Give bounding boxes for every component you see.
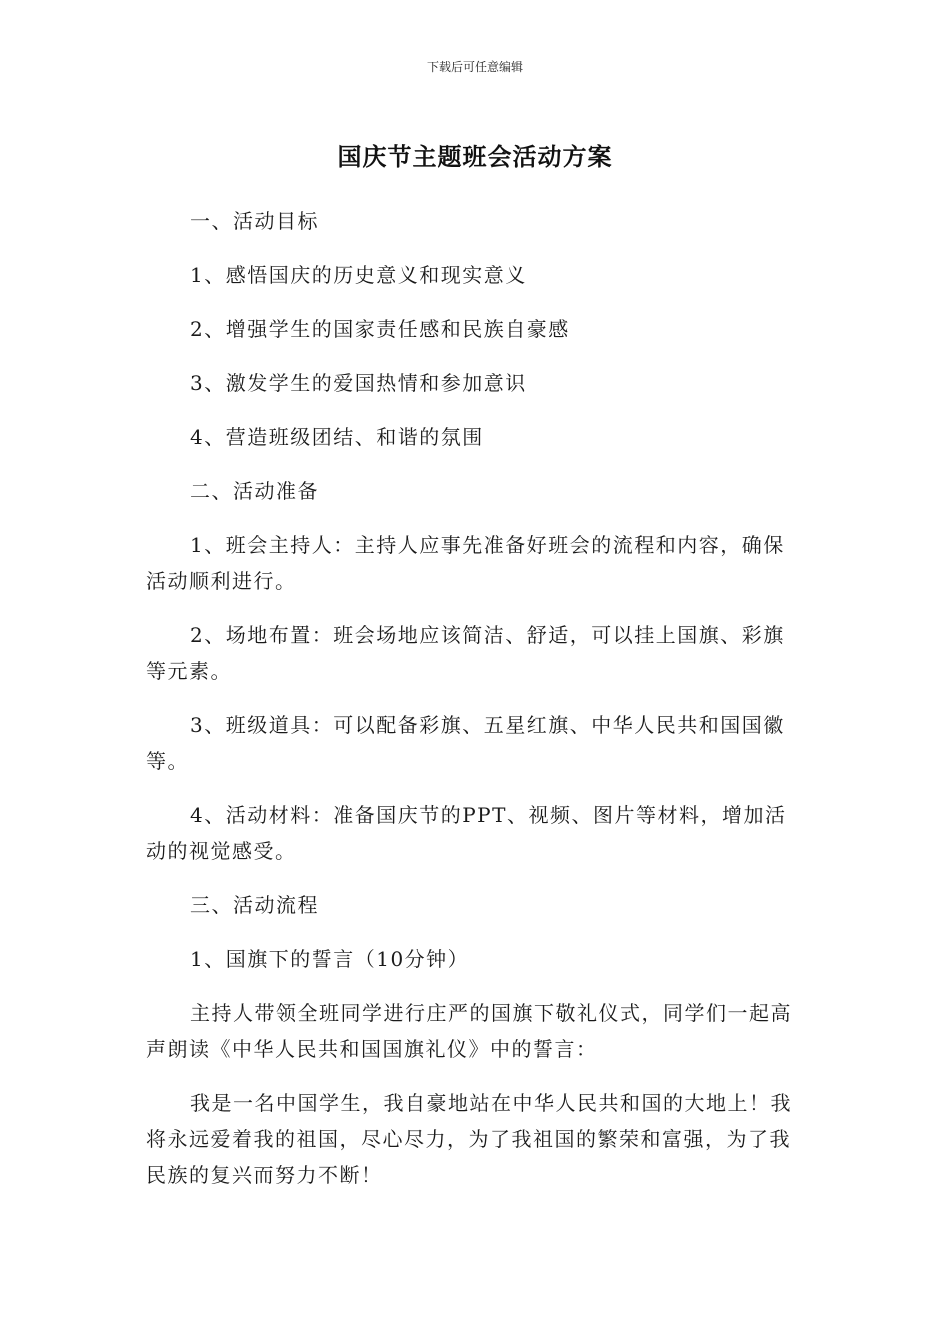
- prep-item-2: 2、场地布置：班会场地应该简洁、舒适，可以挂上国旗、彩旗等元素。: [146, 623, 785, 683]
- prep-item-1: 1、班会主持人：主持人应事先准备好班会的流程和内容，确保活动顺利进行。: [146, 533, 785, 593]
- oath-text: 我是一名中国学生，我自豪地站在中华人民共和国的大地上！我将永远爱着我的祖国，尽心尽力，为了我祖国的繁荣和富强，为了我民族的复兴而努力不断！: [146, 1091, 792, 1187]
- document-title: 国庆节主题班会活动方案: [337, 143, 613, 171]
- goal-item-4: 4、营造班级团结、和谐的氛围: [190, 425, 484, 449]
- section-heading-preparation: 二、活动准备: [190, 479, 319, 503]
- goal-item-3: 3、激发学生的爱国热情和参加意识: [190, 371, 527, 395]
- prep-item-4: 4、活动材料：准备国庆节的PPT、视频、图片等材料，增加活动的视觉感受。: [146, 803, 787, 863]
- process-item-1: 1、国旗下的誓言（10分钟）: [190, 947, 470, 971]
- section-heading-goals: 一、活动目标: [190, 209, 319, 233]
- goal-item-2: 2、增强学生的国家责任感和民族自豪感: [190, 317, 570, 341]
- header-note: 下载后可任意编辑: [426, 60, 523, 74]
- process-description: 主持人带领全班同学进行庄严的国旗下敬礼仪式，同学们一起高声朗读《中华人民共和国国旗礼仪》中的誓言：: [146, 1001, 792, 1061]
- section-heading-process: 三、活动流程: [190, 893, 319, 917]
- document-body: [146, 203, 806, 1211]
- prep-item-3: 3、班级道具：可以配备彩旗、五星红旗、中华人民共和国国徽等。: [146, 713, 785, 773]
- goal-item-1: 1、感悟国庆的历史意义和现实意义: [190, 263, 527, 287]
